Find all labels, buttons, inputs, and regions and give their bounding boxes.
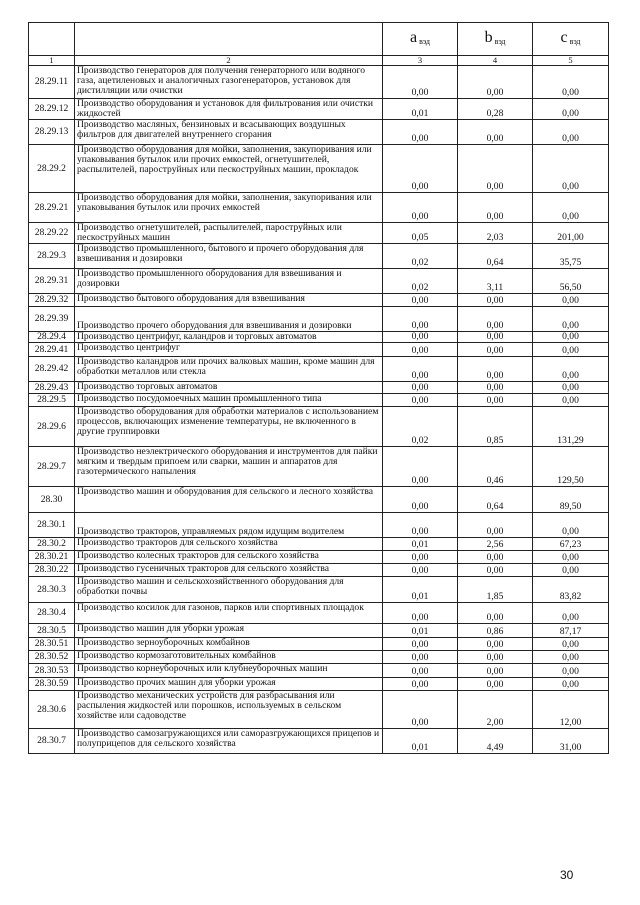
row-value-a: 0,00 — [383, 664, 458, 678]
row-value-a: 0,00 — [383, 691, 458, 729]
row-code: 28.30.22 — [29, 564, 75, 577]
row-value-b: 0,00 — [458, 678, 533, 691]
row-name: Производство центрифуг, каландров и торговых автоматов — [75, 332, 383, 343]
row-name: Производство промышленного оборудования для взвешивания и дозировки — [75, 269, 383, 294]
row-value-c: 0,00 — [533, 382, 609, 394]
row-value-c: 0,00 — [533, 357, 609, 382]
row-value-b: 0,00 — [458, 66, 533, 99]
table-row — [29, 691, 609, 729]
row-value-a: 0,00 — [383, 332, 458, 343]
row-name: Производство центрифуг — [75, 343, 383, 357]
row-code: 28.29.5 — [29, 394, 75, 407]
header-col-a — [383, 23, 458, 56]
row-value-b: 0,00 — [458, 332, 533, 343]
table-row — [29, 120, 609, 145]
row-value-c: 35,75 — [533, 244, 609, 269]
row-value-c: 0,00 — [533, 120, 609, 145]
row-value-c: 67,23 — [533, 538, 609, 551]
table-row — [29, 577, 609, 603]
row-code: 28.29.4 — [29, 332, 75, 343]
table-row — [29, 664, 609, 678]
row-value-c: 0,00 — [533, 193, 609, 223]
row-value-a: 0,01 — [383, 538, 458, 551]
row-value-c: 0,00 — [533, 66, 609, 99]
row-code: 28.30.1 — [29, 513, 75, 538]
table-row — [29, 244, 609, 269]
row-code: 28.29.7 — [29, 447, 75, 487]
row-value-a: 0,01 — [383, 624, 458, 638]
row-code: 28.30.51 — [29, 638, 75, 651]
row-value-c: 0,00 — [533, 294, 609, 307]
table-row — [29, 294, 609, 307]
row-value-b: 0,00 — [458, 120, 533, 145]
row-value-a: 0,00 — [383, 447, 458, 487]
row-code: 28.30.3 — [29, 577, 75, 603]
row-value-a: 0,00 — [383, 678, 458, 691]
table-row — [29, 564, 609, 577]
row-value-c: 0,00 — [533, 99, 609, 120]
table-row — [29, 729, 609, 754]
row-value-a: 0,00 — [383, 382, 458, 394]
table-row — [29, 269, 609, 294]
row-value-b: 0,00 — [458, 382, 533, 394]
row-name: Производство посудомоечных машин промышленного типа — [75, 394, 383, 407]
row-value-c: 56,50 — [533, 269, 609, 294]
row-value-a: 0,00 — [383, 120, 458, 145]
row-name: Производство оборудования и установок для фильтрования или очистки жидкостей — [75, 99, 383, 120]
row-code: 28.29.42 — [29, 357, 75, 382]
row-name: Производство огнетушителей, распылителей, пароструйных или пескоструйных машин — [75, 223, 383, 244]
row-code: 28.30.4 — [29, 603, 75, 624]
row-value-b: 0,64 — [458, 244, 533, 269]
row-value-b: 0,00 — [458, 145, 533, 193]
table-row — [29, 343, 609, 357]
row-name: Производство машин и оборудования для сельского и лесного хозяйства — [75, 487, 383, 513]
row-name: Производство каландров или прочих валковых машин, кроме машин для обработки металлов или стекла — [75, 357, 383, 382]
row-value-b: 2,00 — [458, 691, 533, 729]
row-name: Производство генераторов для получения генераторного или водяного газа, ацетиленовых и аналогичных газогенераторов, установок для дистилляции или очистки — [75, 66, 383, 99]
row-value-a: 0,02 — [383, 407, 458, 447]
row-name: Производство оборудования для мойки, заполнения, закупоривания или упаковывания бутылок или прочих емкостей — [75, 193, 383, 223]
row-value-c: 0,00 — [533, 564, 609, 577]
row-value-c: 0,00 — [533, 551, 609, 564]
row-value-b: 1,85 — [458, 577, 533, 603]
data-table — [28, 22, 609, 754]
row-value-c: 0,00 — [533, 513, 609, 538]
row-code: 28.29.6 — [29, 407, 75, 447]
row-value-a: 0,00 — [383, 564, 458, 577]
row-value-b: 2,56 — [458, 538, 533, 551]
row-name: Производство кормозаготовительных комбайнов — [75, 651, 383, 664]
table-row — [29, 551, 609, 564]
table-row — [29, 447, 609, 487]
row-value-a: 0,00 — [383, 343, 458, 357]
row-value-c: 12,00 — [533, 691, 609, 729]
row-code: 28.30.59 — [29, 678, 75, 691]
row-value-b: 0,00 — [458, 638, 533, 651]
row-code: 28.30.52 — [29, 651, 75, 664]
table-row — [29, 223, 609, 244]
row-name: Производство зерноуборочных комбайнов — [75, 638, 383, 651]
table-row — [29, 603, 609, 624]
row-value-a: 0,01 — [383, 99, 458, 120]
column-number-4: 4 — [458, 56, 533, 66]
table-row — [29, 394, 609, 407]
row-code: 28.29.12 — [29, 99, 75, 120]
row-value-c: 0,00 — [533, 145, 609, 193]
row-value-b: 0,00 — [458, 651, 533, 664]
row-code: 28.29.2 — [29, 145, 75, 193]
row-code: 28.30.53 — [29, 664, 75, 678]
col-c-subscript: вэд — [569, 37, 581, 46]
table-row — [29, 651, 609, 664]
row-code: 28.29.31 — [29, 269, 75, 294]
row-value-c: 0,00 — [533, 638, 609, 651]
row-value-a: 0,02 — [383, 269, 458, 294]
row-code: 28.30.2 — [29, 538, 75, 551]
column-number-5: 5 — [533, 56, 609, 66]
row-value-b: 0,00 — [458, 394, 533, 407]
row-code: 28.29.39 — [29, 307, 75, 332]
table-row — [29, 538, 609, 551]
row-value-a: 0,00 — [383, 638, 458, 651]
header-name-cell — [75, 23, 383, 56]
column-number-3: 3 — [383, 56, 458, 66]
row-value-c: 87,17 — [533, 624, 609, 638]
row-value-b: 0,00 — [458, 357, 533, 382]
row-value-c: 0,00 — [533, 343, 609, 357]
row-value-a: 0,00 — [383, 294, 458, 307]
row-name: Производство бытового оборудования для взвешивания — [75, 294, 383, 307]
row-value-b: 0,28 — [458, 99, 533, 120]
row-code: 28.30.6 — [29, 691, 75, 729]
row-value-c: 129,50 — [533, 447, 609, 487]
column-number-row — [29, 56, 609, 66]
row-name: Производство корнеуборочных или клубнеуборочных машин — [75, 664, 383, 678]
row-code: 28.29.13 — [29, 120, 75, 145]
row-name: Производство неэлектрического оборудования и инструментов для пайки мягким и твердым припоем или сварки, машин и аппаратов для газотермического напыления — [75, 447, 383, 487]
row-value-c: 201,00 — [533, 223, 609, 244]
row-value-a: 0,02 — [383, 244, 458, 269]
row-value-a: 0,05 — [383, 223, 458, 244]
row-value-a: 0,00 — [383, 487, 458, 513]
table-row — [29, 678, 609, 691]
table-row — [29, 487, 609, 513]
row-value-b: 0,46 — [458, 447, 533, 487]
row-value-b: 0,00 — [458, 664, 533, 678]
row-value-b: 0,00 — [458, 513, 533, 538]
row-value-a: 0,00 — [383, 513, 458, 538]
header-code-cell — [29, 23, 75, 56]
table-row — [29, 66, 609, 99]
row-code: 28.29.3 — [29, 244, 75, 269]
row-value-a: 0,00 — [383, 66, 458, 99]
row-value-a: 0,00 — [383, 307, 458, 332]
row-name: Производство торговых автоматов — [75, 382, 383, 394]
page-number: 30 — [560, 868, 574, 882]
row-value-c: 0,00 — [533, 651, 609, 664]
col-c-symbol: c — [560, 29, 568, 46]
row-value-b: 0,86 — [458, 624, 533, 638]
row-name: Производство оборудования для обработки материалов с использованием процессов, включающих изменение температуры, не включенного в другие группировки — [75, 407, 383, 447]
row-code: 28.29.22 — [29, 223, 75, 244]
table-body — [29, 66, 609, 754]
row-value-c: 0,00 — [533, 603, 609, 624]
col-b-symbol: b — [484, 29, 493, 46]
row-value-c: 89,50 — [533, 487, 609, 513]
table-row — [29, 407, 609, 447]
row-value-b: 0,64 — [458, 487, 533, 513]
table-row — [29, 382, 609, 394]
row-name: Производство масляных, бензиновых и всасывающих воздушных фильтров для двигателей внутреннего сгорания — [75, 120, 383, 145]
row-code: 28.30.7 — [29, 729, 75, 754]
row-code: 28.30.21 — [29, 551, 75, 564]
row-value-c: 0,00 — [533, 678, 609, 691]
header-col-b — [458, 23, 533, 56]
row-value-a: 0,01 — [383, 577, 458, 603]
col-a-symbol: a — [410, 29, 418, 46]
table-row — [29, 624, 609, 638]
table-row — [29, 357, 609, 382]
row-name: Производство промышленного, бытового и прочего оборудования для взвешивания и дозировки — [75, 244, 383, 269]
row-value-c: 0,00 — [533, 664, 609, 678]
row-code: 28.29.43 — [29, 382, 75, 394]
row-name: Производство косилок для газонов, парков или спортивных площадок — [75, 603, 383, 624]
table-row — [29, 307, 609, 332]
row-value-c: 83,82 — [533, 577, 609, 603]
row-name: Производство оборудования для мойки, заполнения, закупоривания или упаковывания бутылок или прочих емкостей, огнетушителей, распылителей, пароструйных или пескоструйных машин, прокладок — [75, 145, 383, 193]
row-value-b: 4,49 — [458, 729, 533, 754]
row-name: Производство механических устройств для разбрасывания или распыления жидкостей или порошков, используемых в сельском хозяйстве или садоводстве — [75, 691, 383, 729]
table-row — [29, 638, 609, 651]
header-col-c — [533, 23, 609, 56]
row-value-c: 0,00 — [533, 307, 609, 332]
row-value-a: 0,01 — [383, 729, 458, 754]
row-value-a: 0,00 — [383, 394, 458, 407]
column-number-2: 2 — [75, 56, 383, 66]
row-value-b: 0,00 — [458, 551, 533, 564]
row-value-c: 0,00 — [533, 394, 609, 407]
row-name: Производство прочих машин для уборки урожая — [75, 678, 383, 691]
row-value-c: 131,29 — [533, 407, 609, 447]
row-code: 28.29.41 — [29, 343, 75, 357]
row-value-a: 0,00 — [383, 603, 458, 624]
row-name: Производство тракторов, управляемых рядом идущим водителем — [75, 513, 383, 538]
header-row — [29, 23, 609, 56]
row-name: Производство прочего оборудования для взвешивания и дозировки — [75, 307, 383, 332]
row-code: 28.30 — [29, 487, 75, 513]
table-row — [29, 145, 609, 193]
row-value-b: 0,00 — [458, 603, 533, 624]
row-value-a: 0,00 — [383, 145, 458, 193]
col-a-subscript: вэд — [419, 37, 430, 46]
row-name: Производство машин и сельскохозяйственного оборудования для обработки почвы — [75, 577, 383, 603]
table-row — [29, 513, 609, 538]
row-code: 28.29.21 — [29, 193, 75, 223]
row-value-b: 3,11 — [458, 269, 533, 294]
row-value-c: 0,00 — [533, 332, 609, 343]
row-code: 28.30.5 — [29, 624, 75, 638]
row-value-b: 0,00 — [458, 564, 533, 577]
row-code: 28.29.11 — [29, 66, 75, 99]
row-value-b: 0,85 — [458, 407, 533, 447]
table-row — [29, 99, 609, 120]
row-name: Производство тракторов для сельского хозяйства — [75, 538, 383, 551]
row-name: Производство колесных тракторов для сельского хозяйства — [75, 551, 383, 564]
row-value-c: 31,00 — [533, 729, 609, 754]
row-value-b: 0,00 — [458, 294, 533, 307]
row-value-b: 2,03 — [458, 223, 533, 244]
row-value-a: 0,00 — [383, 551, 458, 564]
row-value-b: 0,00 — [458, 343, 533, 357]
row-name: Производство машин для уборки урожая — [75, 624, 383, 638]
row-value-b: 0,00 — [458, 307, 533, 332]
row-value-a: 0,00 — [383, 193, 458, 223]
row-name: Производство самозагружающихся или саморазгружающихся прицепов и полуприцепов для сельского хозяйства — [75, 729, 383, 754]
col-b-subscript: вэд — [494, 37, 506, 46]
row-value-a: 0,00 — [383, 357, 458, 382]
row-value-b: 0,00 — [458, 193, 533, 223]
table-row — [29, 332, 609, 343]
row-value-a: 0,00 — [383, 651, 458, 664]
table-row — [29, 193, 609, 223]
row-code: 28.29.32 — [29, 294, 75, 307]
row-name: Производство гусеничных тракторов для сельского хозяйства — [75, 564, 383, 577]
column-number-1: 1 — [29, 56, 75, 66]
